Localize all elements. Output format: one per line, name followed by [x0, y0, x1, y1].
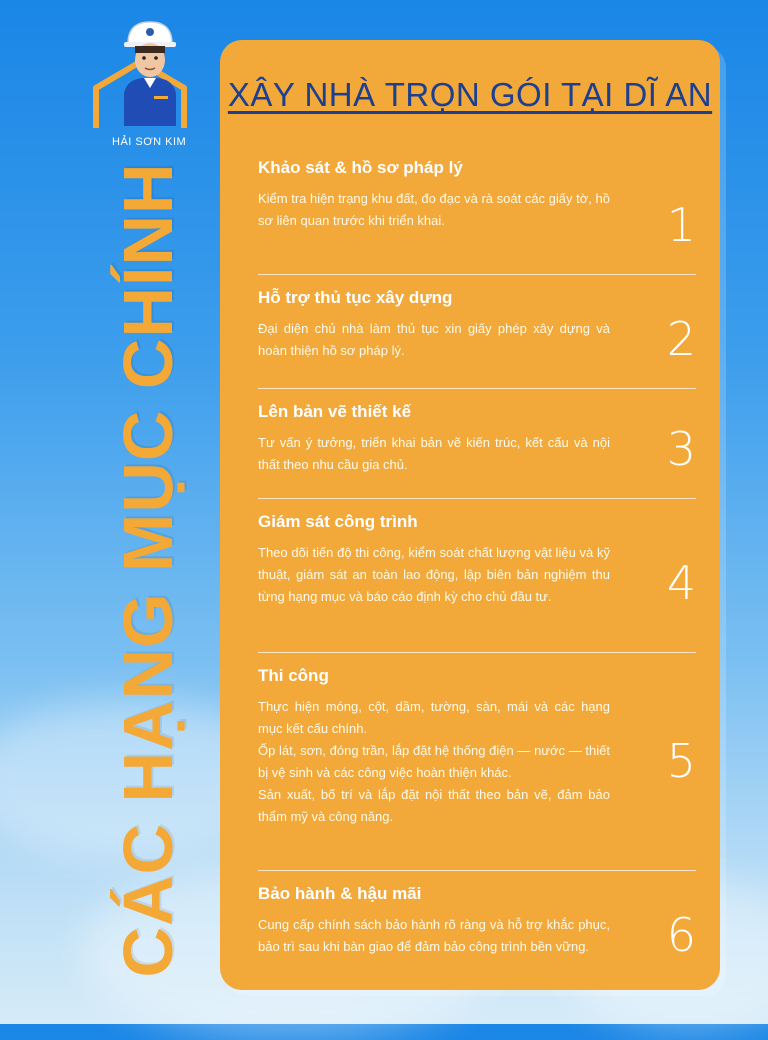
service-item-number: 2	[666, 312, 696, 366]
divider	[258, 498, 696, 499]
brand-logo	[92, 18, 202, 148]
services-card	[220, 40, 720, 990]
logo-text: HẢI SƠN KIM	[112, 136, 187, 148]
service-item-6	[258, 884, 696, 962]
service-item-title: Bảo hành & hậu mãi	[258, 884, 422, 903]
service-item-title: Hỗ trợ thủ tục xây dựng	[258, 288, 453, 307]
service-item-title: Thi công	[258, 666, 329, 685]
divider	[258, 652, 696, 653]
divider	[258, 274, 696, 275]
service-item-number: 5	[666, 734, 696, 788]
service-item-desc: Thực hiện móng, cột, dầm, tường, sàn, mái và các hạng mục kết cấu chính. Ốp lát, sơn, đóng trần, lắp đặt hệ thống điện — nước — thiết bị vệ sinh và các công việc hoàn thiện khác. Sản xuất, bố trí và lắp đặt nội thất theo bản vẽ, đảm bảo thẩm mỹ và công năng.	[258, 699, 610, 824]
service-item-2	[258, 288, 696, 366]
divider	[258, 870, 696, 871]
service-item-desc: Cung cấp chính sách bảo hành rõ ràng và hỗ trợ khắc phục, bảo trì sau khi bàn giao để đảm bảo công trình bền vững.	[258, 917, 610, 954]
card-title: XÂY NHÀ TRỌN GÓI TẠI DĨ AN	[227, 76, 713, 113]
service-item-3	[258, 402, 696, 476]
service-item-desc: Kiểm tra hiện trạng khu đất, đo đạc và rà soát các giấy tờ, hồ sơ liên quan trước khi triển khai.	[258, 191, 610, 228]
side-title: CÁC HẠNG MỤC CHÍNH	[109, 162, 187, 978]
service-item-4	[258, 512, 696, 608]
service-item-title: Lên bản vẽ thiết kế	[258, 402, 412, 421]
service-item-number: 6	[666, 908, 696, 962]
service-item-number: 3	[666, 422, 696, 476]
service-item-title: Khảo sát & hồ sơ pháp lý	[258, 158, 463, 177]
service-item-number: 4	[666, 556, 696, 610]
service-item-5	[258, 666, 696, 828]
service-item-1	[258, 158, 696, 252]
service-item-title: Giám sát công trình	[258, 512, 418, 531]
service-item-number: 1	[666, 198, 696, 252]
service-item-desc: Đại diện chủ nhà làm thủ tục xin giấy phép xây dựng và hoàn thiện hồ sơ pháp lý.	[258, 321, 610, 358]
service-item-desc: Tư vấn ý tưởng, triển khai bản vẽ kiến trúc, kết cấu và nội thất theo nhu cầu gia chủ.	[258, 435, 610, 472]
worker-mascot-icon	[118, 18, 182, 138]
divider	[258, 388, 696, 389]
service-item-desc: Theo dõi tiến độ thi công, kiểm soát chất lượng vật liệu và kỹ thuật, giám sát an toàn lao động, lập biên bản nghiệm thu từng hạng mục và báo cáo định kỳ cho chủ đầu tư.	[258, 545, 610, 604]
